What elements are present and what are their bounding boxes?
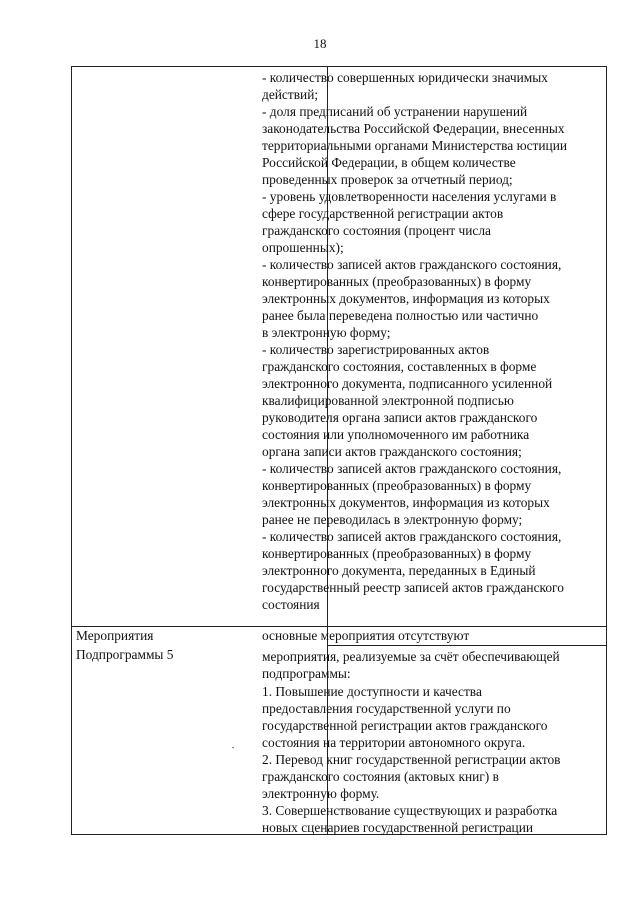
indicator-text-line: территориальными органами Министерства юстиции <box>262 138 568 153</box>
supporting-activities-line: государственной регистрации актов гражданского <box>262 718 548 733</box>
indicator-text-line: гражданского состояния, составленных в форме <box>262 359 537 374</box>
supporting-activities-line: 1. Повышение доступности и качества <box>262 684 482 699</box>
cell-divider <box>327 645 606 646</box>
indicator-text-line: ранее была переведена полностью или частично <box>262 308 539 323</box>
indicator-text-line: конвертированных (преобразованных) в форму <box>262 546 532 561</box>
supporting-activities-line: 2. Перевод книг государственной регистрации актов <box>262 752 561 767</box>
supporting-activities-line: новых сценариев государственной регистрации <box>262 820 534 835</box>
indicator-text-line: электронных документов, информация из которых <box>262 291 550 306</box>
supporting-activities-line: электронную форму. <box>262 786 380 801</box>
indicator-text-line: законодательства Российской Федерации, внесенных <box>262 121 565 136</box>
supporting-activities-line: предоставления государственной услуги по <box>262 701 511 716</box>
indicator-text-line: электронных документов, информация из которых <box>262 495 550 510</box>
indicator-text-line: конвертированных (преобразованных) в форму <box>262 274 532 289</box>
indicator-text-line: - количество совершенных юридически значимых <box>262 70 548 85</box>
indicator-text-line: - уровень удовлетворенности населения услугами в <box>262 189 557 204</box>
indicator-text-line: электронного документа, переданных в Единый <box>262 563 536 578</box>
indicator-text-line: органа записи актов гражданского состояния; <box>262 444 522 459</box>
indicator-text-line: электронного документа, подписанного усиленной <box>262 376 553 391</box>
supporting-activities-line: мероприятия, реализуемые за счёт обеспечивающей <box>262 649 560 664</box>
indicator-text-line: - количество записей актов гражданского состояния, <box>262 529 562 544</box>
indicator-text-line: квалифицированной электронной подписью <box>262 393 514 408</box>
supporting-activities-line: состояния на территории автономного округа. <box>262 735 526 750</box>
indicator-text-line: в электронную форму; <box>262 325 391 340</box>
indicator-text-line: состояния или уполномоченного им работника <box>262 427 530 442</box>
indicator-text-line: состояния <box>262 597 320 612</box>
supporting-activities-line: 3. Совершенствование существующих и разработка <box>262 803 558 818</box>
scan-speck <box>232 747 234 748</box>
indicator-text-line: государственный реестр записей актов гражданского <box>262 580 564 595</box>
activities-label: Подпрограммы 5 <box>76 647 174 662</box>
activities-label: Мероприятия <box>76 628 154 643</box>
indicator-text-line: - количество зарегистрированных актов <box>262 342 490 357</box>
indicator-text-line: - количество записей актов гражданского состояния, <box>262 461 562 476</box>
indicator-text-line: гражданского состояния (процент числа <box>262 223 491 238</box>
indicator-text-line: сфере государственной регистрации актов <box>262 206 504 221</box>
main-activities-text: основные мероприятия отсутствуют <box>262 628 470 643</box>
indicator-text-line: опрошенных); <box>262 240 344 255</box>
page-number: 18 <box>313 36 327 51</box>
indicator-text-line: - доля предписаний об устранении нарушений <box>262 104 528 119</box>
indicator-text-line: Российской Федерации, в общем количестве <box>262 155 516 170</box>
indicator-text-line: руководителя органа записи актов гражданского <box>262 410 538 425</box>
supporting-activities-line: подпрограммы: <box>262 666 351 681</box>
indicator-text-line: - количество записей актов гражданского состояния, <box>262 257 562 272</box>
indicator-text-line: действий; <box>262 87 319 102</box>
indicator-text-line: ранее не переводилась в электронную форму; <box>262 512 523 527</box>
supporting-activities-line: гражданского состояния (актовых книг) в <box>262 769 499 784</box>
indicator-text-line: конвертированных (преобразованных) в форму <box>262 478 532 493</box>
indicator-text-line: проведенных проверок за отчетный период; <box>262 172 513 187</box>
